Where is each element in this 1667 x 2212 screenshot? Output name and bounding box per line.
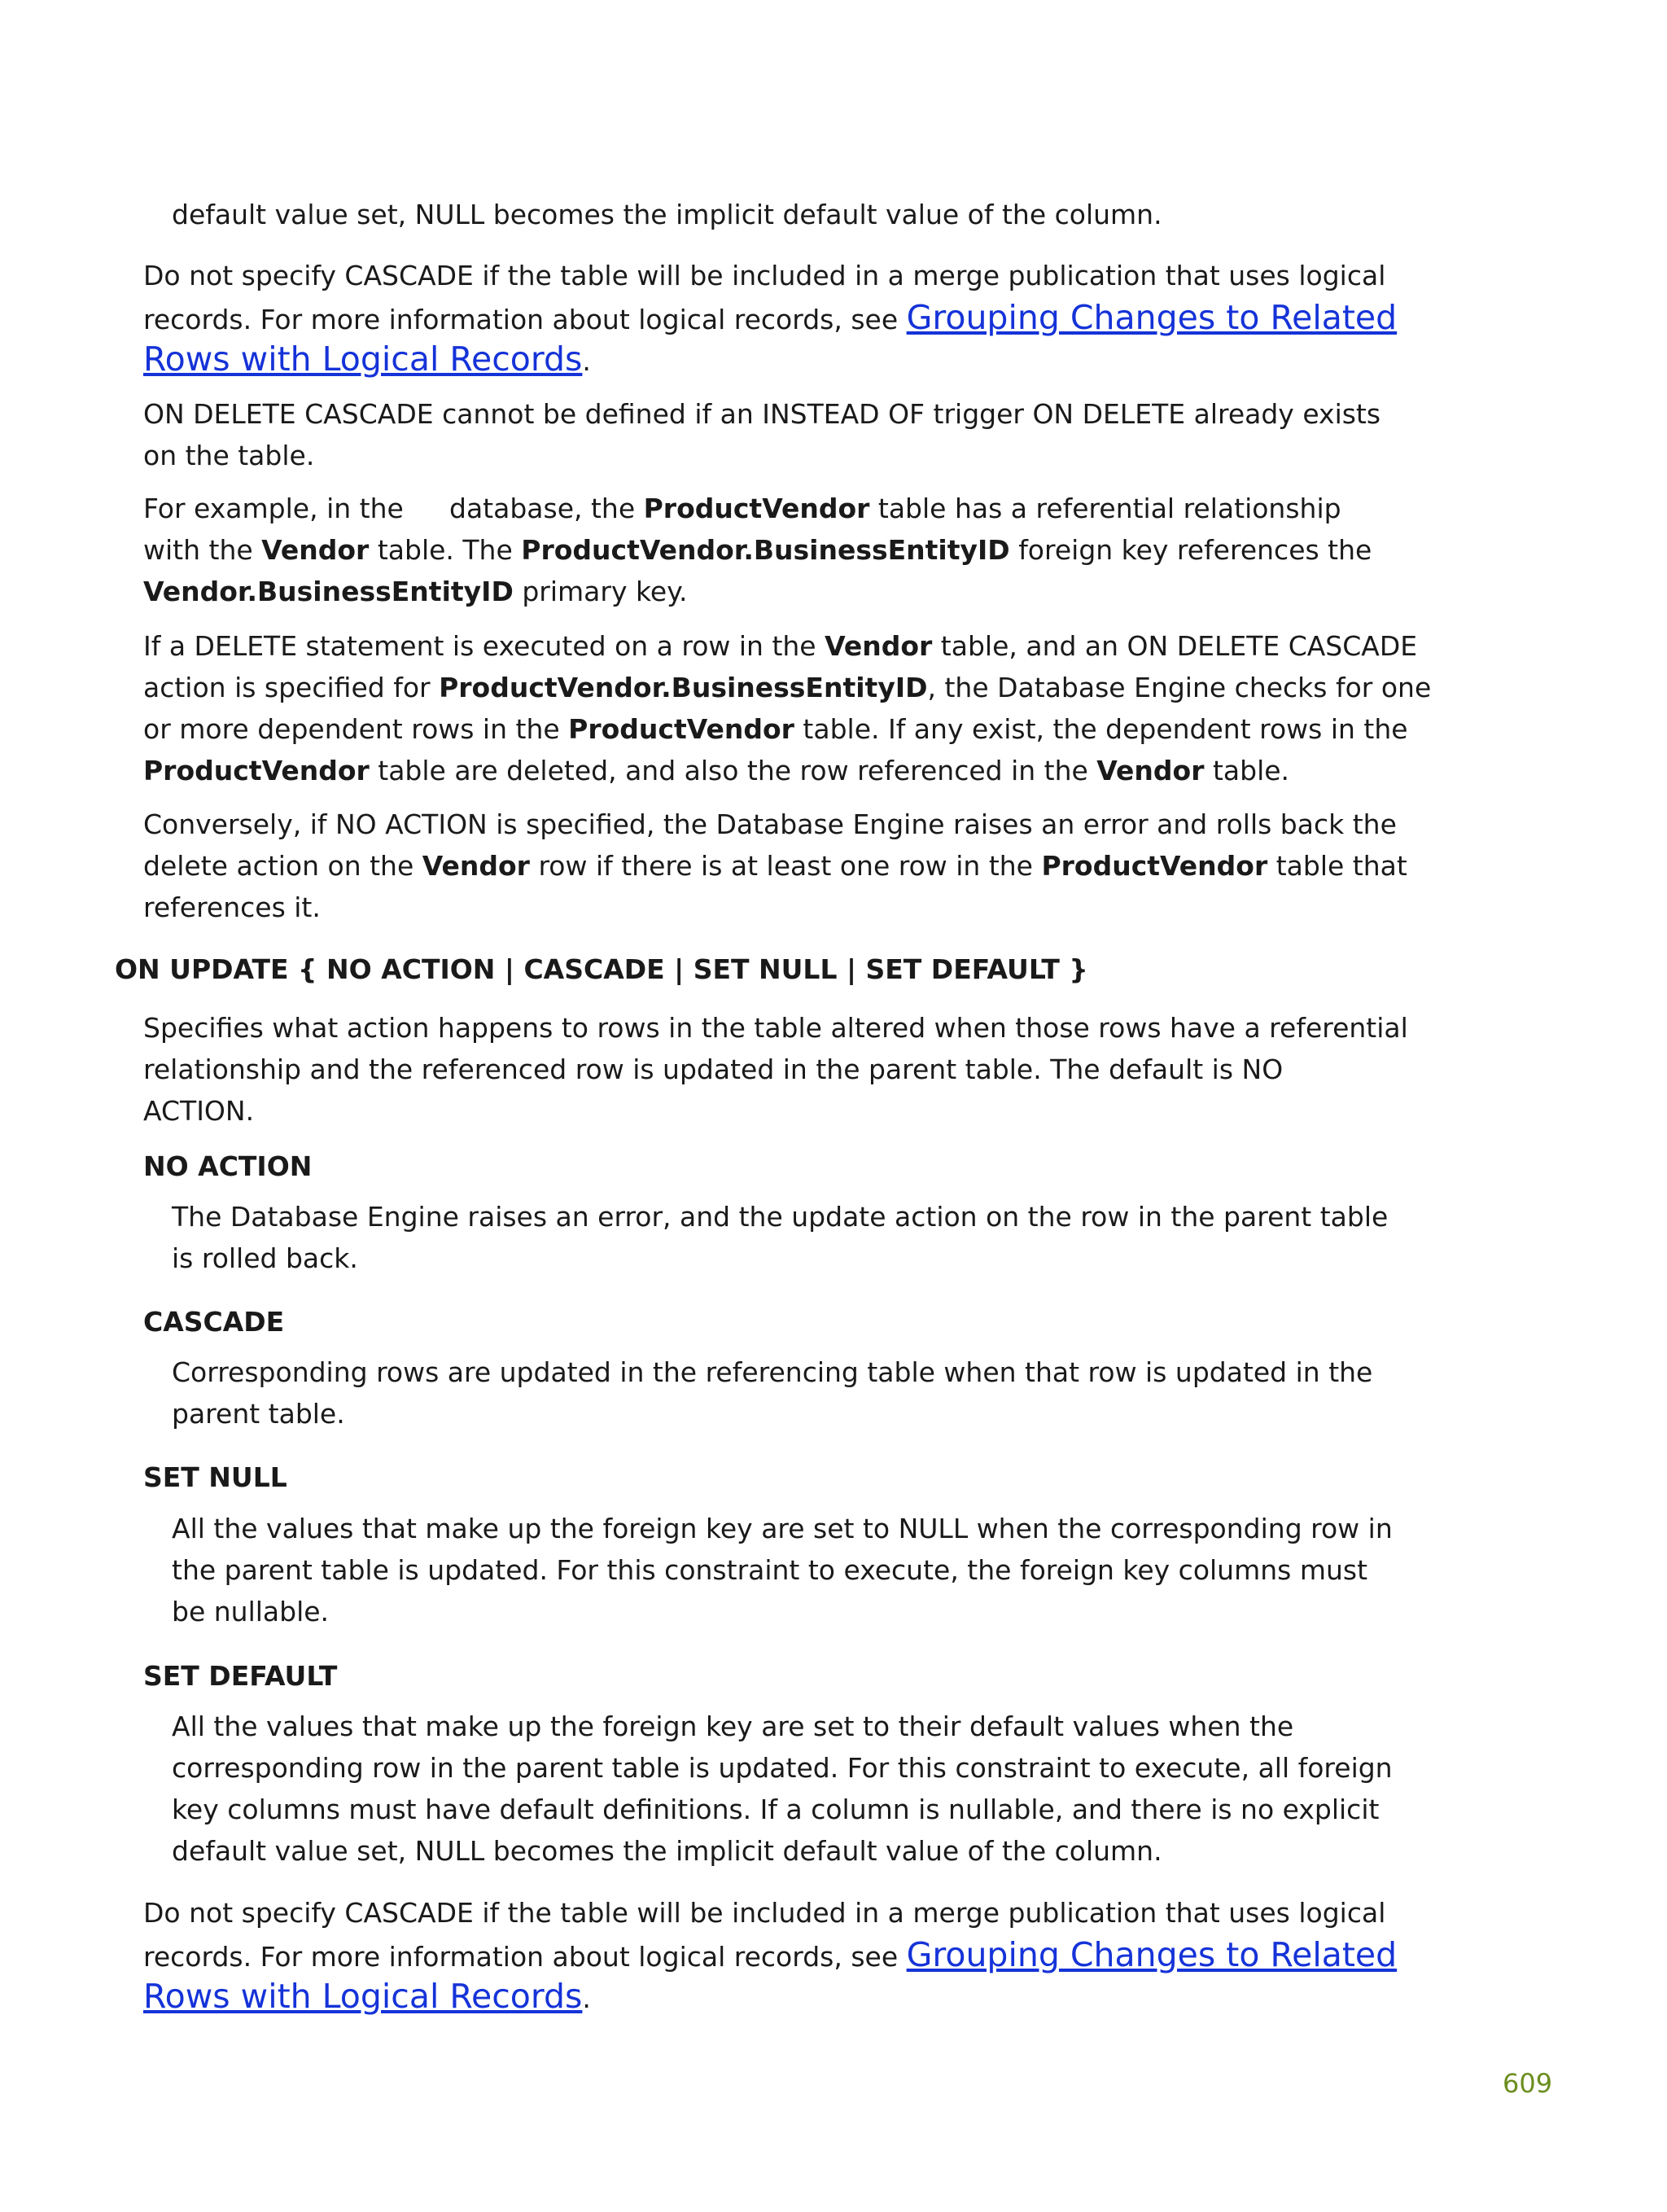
on-update-desc-line: relationship and the referenced row is updated in the parent table. The default is NO	[143, 1053, 1284, 1085]
example-line: Vendor.BusinessEntityID primary key.	[143, 576, 688, 607]
instead-of-line: on the table.	[143, 440, 315, 471]
cascade-line: Corresponding rows are updated in the referencing table when that row is updated in the	[172, 1356, 1373, 1388]
set-default-line: default value set, NULL becomes the implicit default value of the column.	[172, 1835, 1162, 1867]
set-default-line: All the values that make up the foreign key are set to their default values when the	[172, 1710, 1294, 1742]
set-null-line: be nullable.	[172, 1596, 330, 1627]
set-default-line: corresponding row in the parent table is updated. For this constraint to execute, all foreign	[172, 1752, 1393, 1784]
set-default-line: key columns must have default definitions. If a column is nullable, and there is no explicit	[172, 1794, 1380, 1825]
set-default-heading: SET DEFAULT	[143, 1660, 338, 1692]
delete-line: or more dependent rows in the ProductVendor table. If any exist, the dependent rows in the	[143, 713, 1408, 745]
on-update-desc-line: ACTION.	[143, 1095, 255, 1127]
delete-line: If a DELETE statement is executed on a row in the Vendor table, and an ON DELETE CASCADE	[143, 630, 1418, 662]
cascade-line: parent table.	[172, 1398, 345, 1430]
cascade-note-line: Rows with Logical Records.	[143, 339, 591, 379]
set-null-line: All the values that make up the foreign key are set to NULL when the corresponding row in	[172, 1513, 1393, 1544]
grouping-changes-link[interactable]: Grouping Changes to Related	[906, 298, 1398, 337]
cascade-note-line: Rows with Logical Records.	[143, 1977, 591, 2016]
cascade-note-line: Do not specify CASCADE if the table will be included in a merge publication that uses logical	[143, 260, 1386, 291]
no-action-line: The Database Engine raises an error, and the update action on the row in the parent table	[172, 1201, 1389, 1233]
page-number: 609	[1503, 2068, 1553, 2099]
no-action-para-line: delete action on the Vendor row if there is at least one row in the ProductVendor table that	[143, 850, 1407, 882]
no-action-para-line: references it.	[143, 891, 321, 923]
no-action-heading: NO ACTION	[143, 1150, 313, 1182]
cascade-note-line: records. For more information about logical records, see Grouping Changes to Related	[143, 298, 1398, 337]
cascade-note-line: records. For more information about logical records, see Grouping Changes to Related	[143, 1935, 1398, 1974]
cascade-note-line: Do not specify CASCADE if the table will be included in a merge publication that uses logical	[143, 1897, 1386, 1929]
continuation-text: default value set, NULL becomes the implicit default value of the column.	[172, 199, 1162, 230]
example-line: database, the ProductVendor table has a referential relationship	[449, 493, 1341, 524]
grouping-changes-link-cont[interactable]: Rows with Logical Records	[143, 339, 583, 379]
no-action-para-line: Conversely, if NO ACTION is specified, the Database Engine raises an error and rolls back the	[143, 808, 1397, 840]
no-action-line: is rolled back.	[172, 1242, 358, 1274]
instead-of-line: ON DELETE CASCADE cannot be defined if an INSTEAD OF trigger ON DELETE already exists	[143, 398, 1381, 430]
cascade-heading: CASCADE	[143, 1306, 285, 1338]
on-update-desc-line: Specifies what action happens to rows in the table altered when those rows have a referential	[143, 1012, 1408, 1044]
set-null-heading: SET NULL	[143, 1461, 287, 1493]
set-null-line: the parent table is updated. For this constraint to execute, the foreign key columns must	[172, 1554, 1368, 1586]
delete-line: ProductVendor table are deleted, and also the row referenced in the Vendor table.	[143, 755, 1290, 786]
delete-line: action is specified for ProductVendor.BusinessEntityID, the Database Engine checks for one	[143, 672, 1432, 703]
on-update-heading: ON UPDATE { NO ACTION | CASCADE | SET NULL | SET DEFAULT }	[115, 953, 1088, 985]
grouping-changes-link[interactable]: Grouping Changes to Related	[906, 1935, 1398, 1974]
example-line: For example, in the	[143, 493, 404, 524]
grouping-changes-link-cont[interactable]: Rows with Logical Records	[143, 1977, 583, 2016]
example-line: with the Vendor table. The ProductVendor.BusinessEntityID foreign key references the	[143, 534, 1372, 566]
